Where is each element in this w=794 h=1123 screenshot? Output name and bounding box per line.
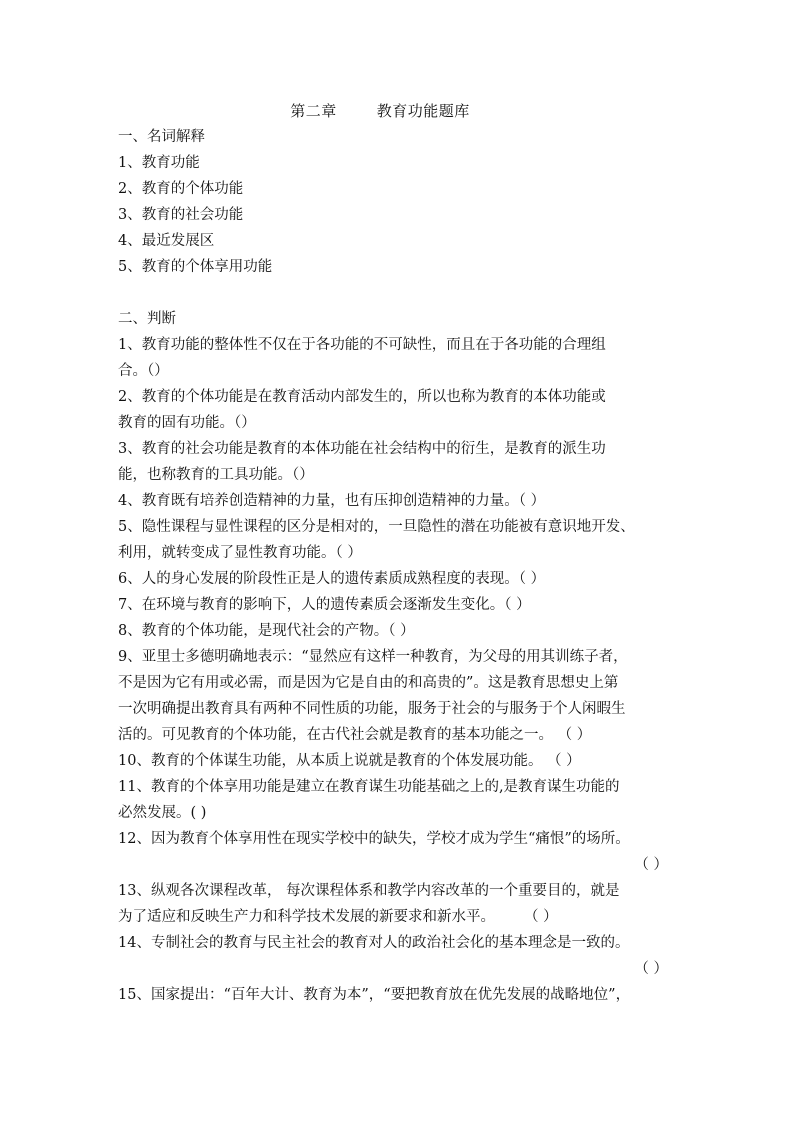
definition-item: 3、教育的社会功能 (118, 207, 244, 223)
page-title (0, 100, 760, 121)
question-13: 13、纵观各次课程改革， 每次课程体系和教学内容改革的一个重要目的，就是 为了适应和反映生产力和科学技术发展的新要求和新水平。 （ ） (118, 883, 620, 925)
question-5: 5、隐性课程与显性课程的区分是相对的，一旦隐性的潜在功能被有意识地开发、 利用，就转变成了显性教育功能。（ ） (118, 519, 635, 561)
chapter-number: 第二章 (290, 102, 337, 120)
question-1: 1、教育功能的整体性不仅在于各功能的不可缺性，而且在于各功能的合理组 合。（） (118, 337, 606, 379)
definition-item: 4、最近发展区 (118, 233, 215, 249)
question-9: 9、亚里士多德明确地表示：“显然应有这样一种教育，为父母的用其训练子者， 不是因为它有用或必需，而是因为它是自由的和高贵的”。这是教育思想史上第 一次明确提出教育具有两种不同性质的功能，服务于社会的与服务于个人闲暇生 活的。可见教育的个体功能，在古代社会就是教育的基本功能之一。 （ ） (118, 649, 628, 743)
document-body (118, 124, 678, 1008)
question-12: 12、因为教育个体享用性在现实学校中的缺失，学校才成为学生“痛恨”的场所。 （ ） (118, 826, 678, 878)
question-2: 2、教育的个体功能是在教育活动内部发生的，所以也称为教育的本体功能或 教育的固有功能。（） (118, 389, 606, 431)
question-8: 8、教育的个体功能，是现代社会的产物。（ ） (118, 623, 415, 639)
question-10: 10、教育的个体谋生功能，从本质上说就是教育的个体发展功能。 （ ） (118, 753, 581, 769)
question-6: 6、人的身心发展的阶段性正是人的遗传素质成熟程度的表现。（ ） (118, 571, 546, 587)
answer-blank: （ ） (634, 857, 668, 873)
section-heading-definitions: 一、名词解释 (118, 129, 205, 145)
definition-item: 5、教育的个体享用功能 (118, 259, 273, 275)
question-3: 3、教育的社会功能是教育的本体功能在社会结构中的衍生，是教育的派生功 能，也称教育的工具功能。（） (118, 441, 606, 483)
question-14: 14、专制社会的教育与民主社会的教育对人的政治社会化的基本理念是一致的。 （ ） (118, 930, 678, 982)
question-11: 11、教育的个体享用功能是建立在教育谋生功能基础之上的,是教育谋生功能的 必然发展。( ) (118, 779, 620, 821)
section-heading-true-false: 二、判断 (118, 311, 176, 327)
answer-blank: （ ） (634, 961, 668, 977)
definition-item: 2、教育的个体功能 (118, 181, 244, 197)
definition-item: 1、教育功能 (118, 155, 200, 171)
question-4: 4、教育既有培养创造精神的力量，也有压抑创造精神的力量。（ ） (118, 493, 546, 509)
chapter-title: 教育功能题库 (376, 102, 470, 120)
question-15: 15、国家提出：“百年大计、教育为本”，“要把教育放在优先发展的战略地位”， (118, 987, 631, 1003)
question-7: 7、在环境与教育的影响下，人的遗传素质会逐渐发生变化。（ ） (118, 597, 531, 613)
